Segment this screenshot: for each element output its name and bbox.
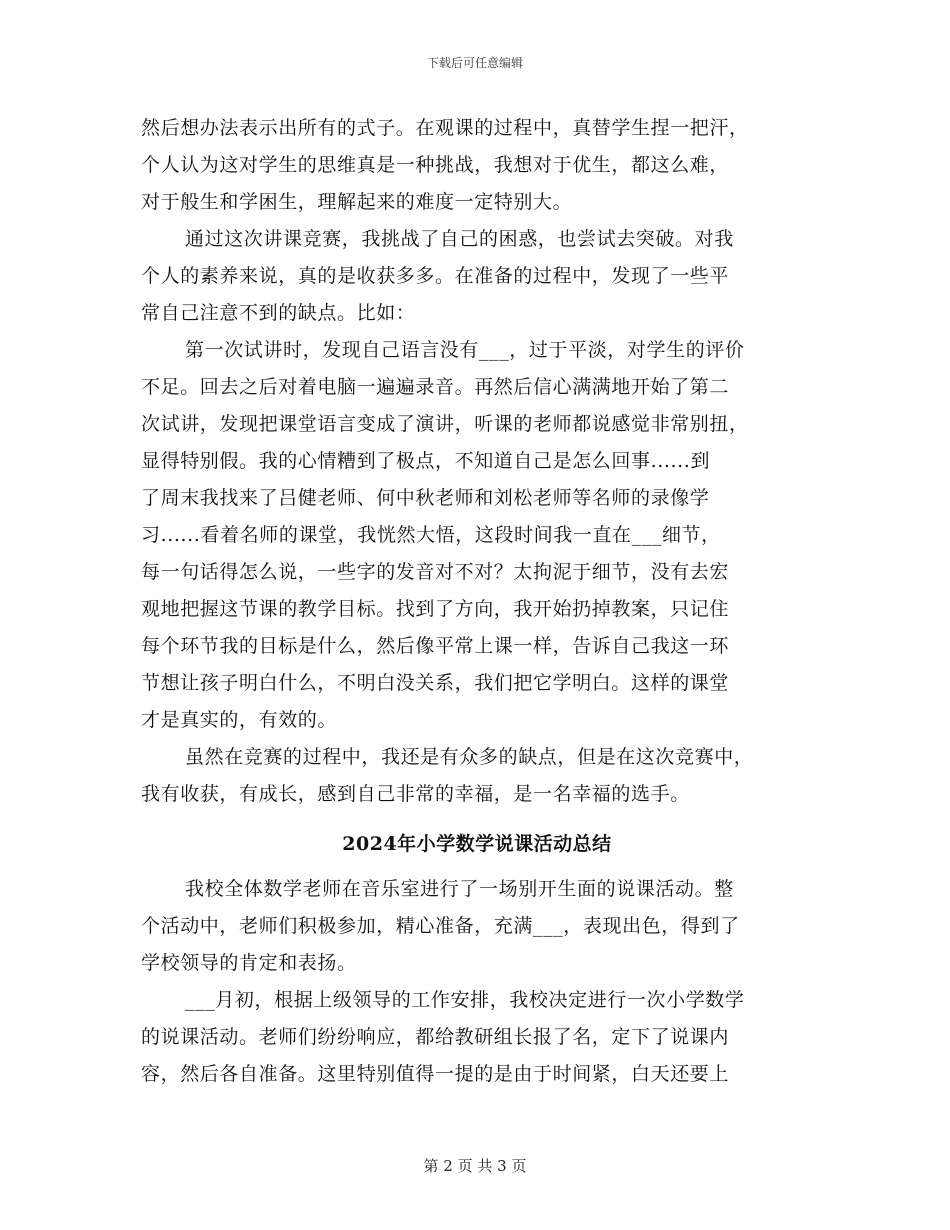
text-line: ___月初，根据上级领导的工作安排，我校决定进行一次小学数学 [185,989,745,1011]
paragraph-2 [141,221,813,332]
text-line: 我校全体数学老师在音乐室进行了一场别开生面的说课活动。整 [185,878,734,900]
text-line: 个人的素养来说，真的是收获多多。在准备的过程中，发现了一些平 [141,265,730,287]
text-line: 不足。回去之后对着电脑一遍遍录音。再然后信心满满地开始了第二 [141,376,730,398]
text-line: 节想让孩子明白什么，不明白没关系，我们把它学明白。这样的课堂 [141,672,730,694]
text-line: 习......看着名师的课堂，我恍然大悟，这段时间我一直在___细节， [141,524,721,546]
text-line: 容，然后各自准备。这里特别值得一提的是由于时间紧，白天还要上 [141,1063,730,1085]
paragraph-6 [141,982,813,1093]
text-line: 通过这次讲课竞赛，我挑战了自己的困惑，也尝试去突破。对我 [185,228,734,250]
text-line: 个人认为这对学生的思维真是一种挑战，我想对于优生，都这么难， [141,154,730,176]
section-title: 2024年小学数学说课活动总结 [342,833,612,855]
page-number: 第 2 页 共 3 页 [423,1157,527,1175]
paragraph-5 [141,871,813,982]
document-body [141,110,813,1093]
text-line: 虽然在竞赛的过程中，我还是有众多的缺点，但是在这次竞赛中， [185,746,754,768]
text-line: 个活动中，老师们积极参加，精心准备，充满___，表现出色，得到了 [141,915,740,937]
page-header-note: 下载后可任意编辑 [426,56,523,70]
paragraph-4 [141,739,813,813]
paragraph-1 [141,110,813,221]
paragraph-3 [141,332,813,739]
text-line: 每个环节我的目标是什么，然后像平常上课一样，告诉自己我这一环 [141,635,730,657]
text-line: 的说课活动。老师们纷纷响应，都给教研组长报了名，定下了说课内 [141,1026,730,1048]
text-line: 了周末我找来了吕健老师、何中秋老师和刘松老师等名师的录像学 [141,487,710,509]
text-line: 观地把握这节课的教学目标。找到了方向，我开始扔掉教案，只记住 [141,598,730,620]
text-line: 显得特别假。我的心情糟到了极点，不知道自己是怎么回事......到 [141,450,711,472]
text-line: 对于般生和学困生，理解起来的难度一定特别大。 [141,191,573,213]
text-line: 才是真实的，有效的。 [141,709,338,731]
text-line: 第一次试讲时，发现自己语言没有___，过于平淡，对学生的评价 [185,339,745,361]
text-line: 学校领导的肯定和表扬。 [141,952,357,974]
text-line: 次试讲，发现把课堂语言变成了演讲，听课的老师都说感觉非常别扭， [141,413,749,435]
text-line: 我有收获，有成长，感到自己非常的幸福，是一名幸福的选手。 [141,783,690,805]
text-line: 常自己注意不到的缺点。比如： [141,302,416,324]
text-line: 每一句话得怎么说，一些字的发音对不对？太拘泥于细节，没有去宏 [141,561,730,583]
text-line: 然后想办法表示出所有的式子。在观课的过程中，真替学生捏一把汗， [141,117,749,139]
